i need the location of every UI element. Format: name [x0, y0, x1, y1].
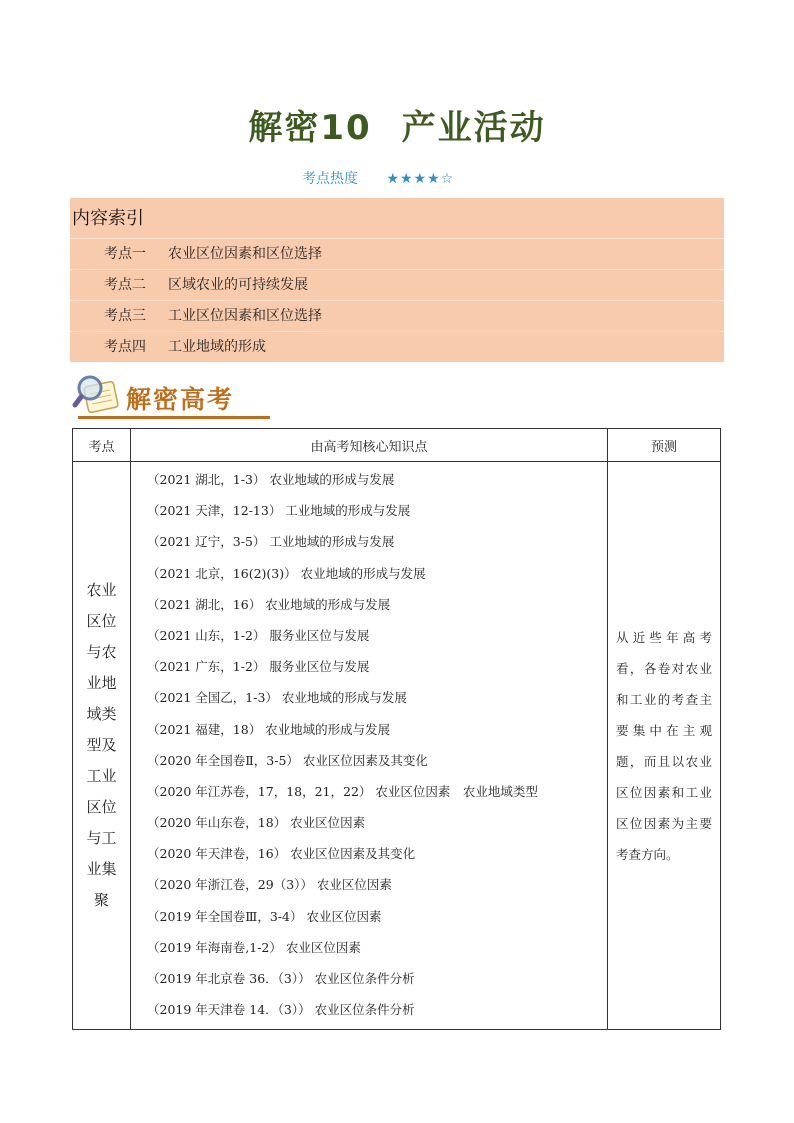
exam-reference: （2019 年北京卷 36．（3）） 农业区位条件分析 [147, 971, 415, 986]
prediction-cell [608, 462, 721, 1030]
topic-line: 区位 [86, 612, 117, 631]
exam-reference: （2019 年天津卷 14．（3）） 农业区位条件分析 [147, 1002, 415, 1018]
index-item-number: 考点二 [104, 277, 146, 293]
prediction-text: 从近些年高考看，各卷对农业和工业的考查主要集中在主观题，而且以农业区位因素和工业区位因素为主要考查方向。 [616, 629, 712, 862]
exam-reference: （2021 山东，1-2） 服务业区位与发展 [147, 627, 370, 643]
title-topic: 产业活动 [401, 108, 546, 148]
exam-reference: （2021 福建，18） 农业地域的形成与发展 [147, 721, 391, 737]
exam-reference: （2020 年山东卷，18） 农业区位因素 [147, 815, 366, 831]
topic-line: 域类 [86, 705, 117, 724]
exam-reference: （2021 湖北，16） 农业地域的形成与发展 [147, 596, 391, 612]
page-title [0, 100, 794, 149]
index-item[interactable] [70, 301, 724, 332]
index-item-text: 区域农业的可持续发展 [168, 277, 308, 293]
index-item-number: 考点三 [104, 308, 146, 324]
content-index [70, 198, 724, 362]
header-prediction: 预测 [608, 429, 721, 462]
exam-reference: （2021 辽宁，3-5） 工业地域的形成与发展 [147, 534, 395, 550]
topic-line: 农业 [86, 581, 117, 600]
title-prefix: 解密10 [248, 108, 372, 148]
exam-reference: （2020 年浙江卷，29（3）） 农业区位因素 [147, 877, 392, 893]
topic-line: 工业 [86, 767, 117, 786]
heat-rating [302, 168, 454, 188]
index-item[interactable] [70, 239, 724, 270]
index-item[interactable] [70, 270, 724, 301]
references-cell [131, 462, 608, 1030]
index-item-text: 农业区位因素和区位选择 [168, 246, 322, 262]
index-item-number: 考点一 [104, 246, 146, 262]
table-header-row [73, 429, 721, 462]
exam-reference: （2021 北京，16(2)(3)） 农业地域的形成与发展 [147, 565, 426, 581]
index-item-text: 工业区位因素和区位选择 [168, 308, 322, 324]
exam-reference: （2021 湖北，1-3） 农业地域的形成与发展 [147, 472, 395, 487]
heat-label: 考点热度 [302, 171, 358, 187]
topic-cell [73, 462, 131, 1030]
exam-reference: （2020 年全国卷Ⅱ，3-5） 农业区位因素及其变化 [147, 752, 428, 768]
table-row [73, 462, 721, 1030]
topic-line: 业地 [86, 674, 117, 693]
topic-line: 型及 [86, 736, 117, 755]
magnifier-notebook-icon [72, 372, 126, 418]
index-item-number: 考点四 [104, 339, 146, 355]
exam-reference: （2019 年海南卷,1-2） 农业区位因素 [147, 939, 361, 955]
index-item-text: 工业地域的形成 [168, 339, 266, 355]
header-core-points: 由高考知核心知识点 [131, 429, 608, 462]
exam-reference: （2021 全国乙，1-3） 农业地域的形成与发展 [147, 690, 407, 706]
topic-line: 与工 [86, 829, 117, 848]
banner-underline [78, 416, 270, 419]
exam-reference: （2021 广东，1-2） 服务业区位与发展 [147, 659, 370, 675]
topic-line: 业集 [86, 860, 117, 879]
topic-line: 聚 [93, 891, 109, 910]
heat-stars: ★★★★☆ [386, 171, 455, 187]
topic-line: 与农 [86, 643, 117, 662]
banner-label: 解密高考 [126, 385, 235, 414]
exam-reference: （2020 年天津卷，16） 农业区位因素及其变化 [147, 846, 416, 862]
index-item[interactable] [70, 332, 724, 362]
section-banner [72, 372, 272, 424]
exam-table [72, 428, 721, 1030]
header-topic: 考点 [73, 429, 131, 462]
topic-line: 区位 [86, 798, 117, 817]
index-heading: 内容索引 [70, 198, 724, 239]
exam-reference: （2021 天津，12-13） 工业地域的形成与发展 [147, 503, 411, 519]
exam-reference: （2019 年全国卷Ⅲ，3-4） 农业区位因素 [147, 908, 382, 924]
exam-reference: （2020 年江苏卷，17，18，21，22） 农业区位因素 农业地域类型 [147, 783, 538, 799]
